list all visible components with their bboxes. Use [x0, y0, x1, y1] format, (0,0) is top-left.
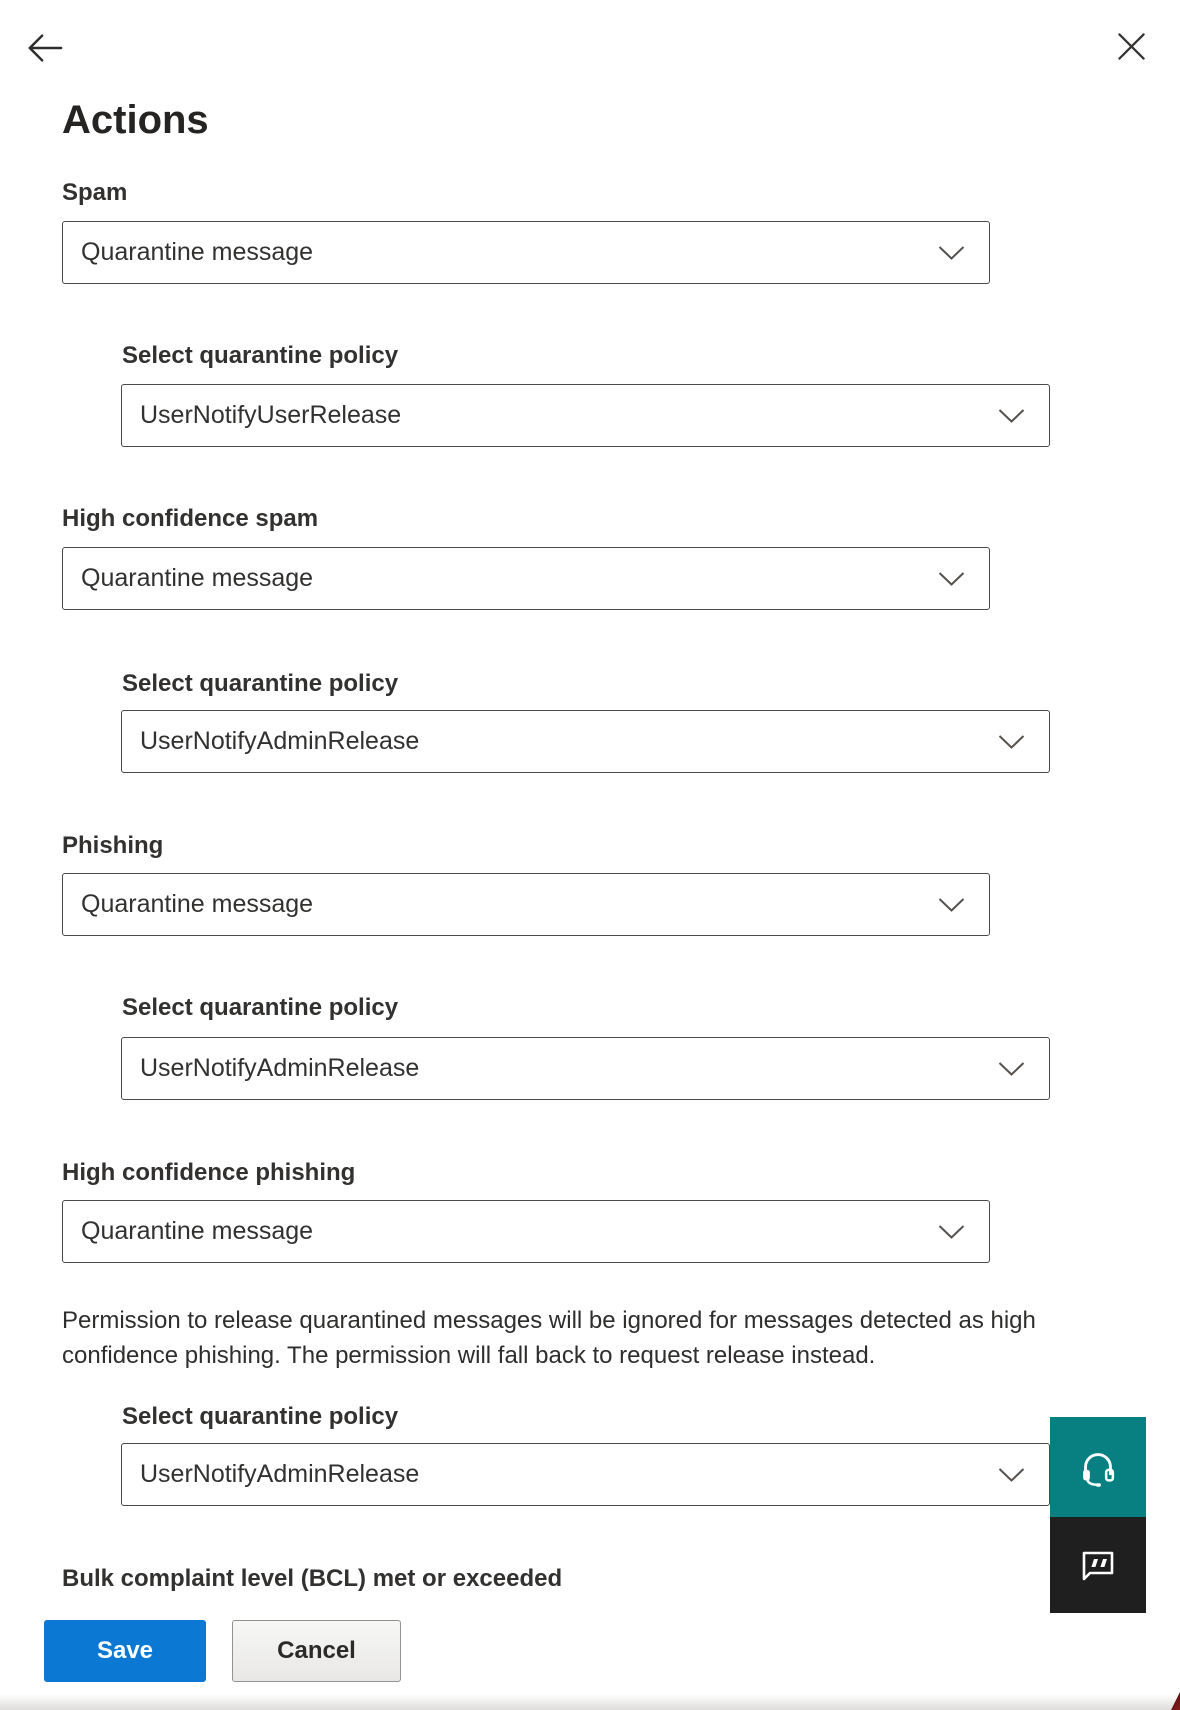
- chevron-down-icon: [998, 408, 1025, 423]
- dropdown-value: Quarantine message: [81, 238, 314, 266]
- policy-label: Select quarantine policy: [122, 994, 399, 1021]
- feedback-button[interactable]: [1050, 1517, 1146, 1613]
- section-label-bulk-complaint-level: Bulk complaint level (BCL) met or exceeded: [62, 1565, 563, 1592]
- bottom-edge-gradient: [0, 1694, 1180, 1710]
- dropdown-value: UserNotifyAdminRelease: [140, 1460, 420, 1488]
- save-button[interactable]: Save: [44, 1620, 206, 1682]
- page-title: Actions: [62, 98, 209, 142]
- chevron-down-icon: [938, 897, 965, 912]
- phishing-quarantine-policy-dropdown[interactable]: [121, 1037, 1050, 1100]
- cancel-button[interactable]: Cancel: [232, 1620, 401, 1682]
- close-button[interactable]: [1117, 32, 1146, 61]
- back-arrow-icon: [26, 55, 64, 70]
- headset-icon: [1075, 1444, 1121, 1490]
- dropdown-value: Quarantine message: [81, 1217, 314, 1245]
- chevron-down-icon: [938, 571, 965, 586]
- corner-cursor-artifact: [1171, 1692, 1180, 1710]
- help-button[interactable]: [1050, 1417, 1146, 1517]
- policy-label: Select quarantine policy: [122, 342, 399, 369]
- high-confidence-spam-quarantine-policy-dropdown[interactable]: [121, 710, 1050, 773]
- spam-action-dropdown[interactable]: [62, 221, 990, 284]
- dropdown-value: Quarantine message: [81, 890, 314, 918]
- policy-label: Select quarantine policy: [122, 670, 399, 697]
- spam-quarantine-policy-dropdown[interactable]: [121, 384, 1050, 447]
- close-icon: [1117, 49, 1146, 64]
- section-label-phishing: Phishing: [62, 832, 164, 859]
- chevron-down-icon: [998, 734, 1025, 749]
- dropdown-value: UserNotifyAdminRelease: [140, 1054, 420, 1082]
- back-button[interactable]: [26, 29, 64, 67]
- high-confidence-phishing-action-dropdown[interactable]: [62, 1200, 990, 1263]
- policy-label: Select quarantine policy: [122, 1403, 399, 1430]
- high-confidence-spam-action-dropdown[interactable]: [62, 547, 990, 610]
- chevron-down-icon: [998, 1467, 1025, 1482]
- dropdown-value: UserNotifyAdminRelease: [140, 727, 420, 755]
- phishing-action-dropdown[interactable]: [62, 873, 990, 936]
- feedback-chat-icon: [1077, 1544, 1119, 1586]
- dropdown-value: Quarantine message: [81, 564, 314, 592]
- high-confidence-phishing-note: Permission to release quarantined messages will be ignored for messages detected as high confidence phishing. The permission will fall back to request release instead.: [62, 1307, 1036, 1369]
- dropdown-value: UserNotifyUserRelease: [140, 401, 402, 429]
- high-confidence-phishing-quarantine-policy-dropdown[interactable]: [121, 1443, 1050, 1506]
- section-label-high-confidence-phishing: High confidence phishing: [62, 1159, 356, 1186]
- chevron-down-icon: [938, 1224, 965, 1239]
- chevron-down-icon: [998, 1061, 1025, 1076]
- section-label-spam: Spam: [62, 179, 128, 206]
- section-label-high-confidence-spam: High confidence spam: [62, 505, 319, 532]
- chevron-down-icon: [938, 245, 965, 260]
